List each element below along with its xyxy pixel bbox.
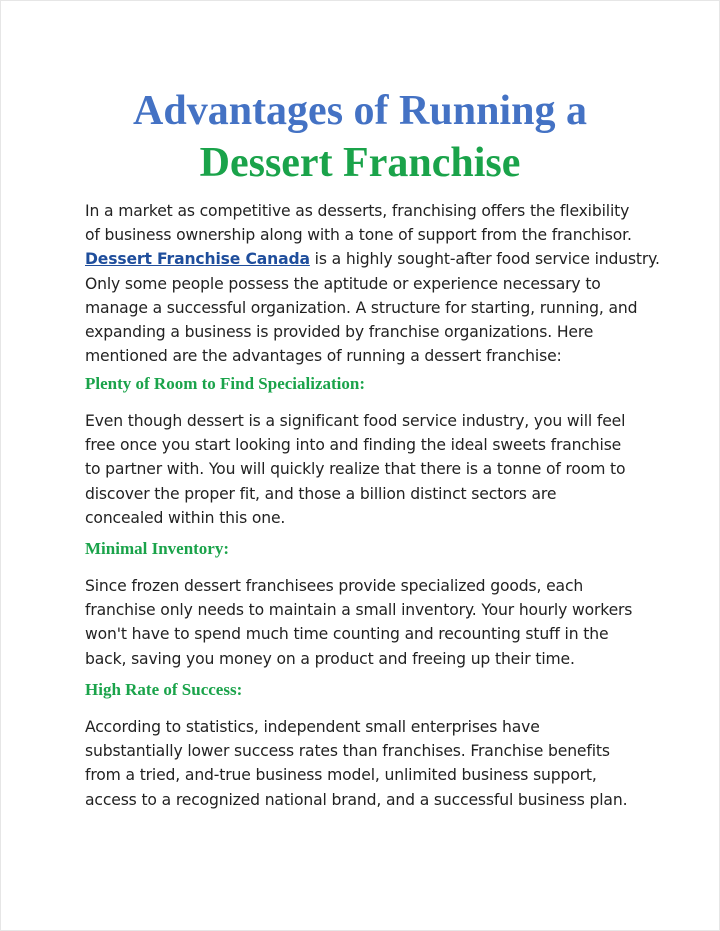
intro-line: expanding a business is provided by franchise organizations. Here: [85, 323, 594, 342]
paragraph-line: Since frozen dessert franchisees provide specialized goods, each: [85, 577, 584, 595]
page-title: [41, 85, 679, 189]
intro-line: mentioned are the advantages of running a dessert franchise:: [85, 347, 562, 366]
section-heading-specialization: Plenty of Room to Find Specialization:: [85, 374, 366, 393]
paragraph-line: back, saving you money on a product and freeing up their time.: [85, 649, 575, 668]
intro-line: Only some people possess the aptitude or experience necessary to: [85, 274, 601, 293]
paragraph-line: discover the proper fit, and those a billion distinct sectors are: [85, 484, 557, 503]
section-paragraph-success: [85, 715, 645, 812]
intro-line: In a market as competitive as desserts, franchising offers the flexibility: [85, 202, 630, 220]
intro-paragraph: [85, 199, 660, 368]
intro-line: manage a successful organization. A structure for starting, running, and: [85, 298, 638, 317]
section-paragraph-specialization: [85, 409, 645, 530]
paragraph-line: franchise only needs to maintain a small inventory. Your hourly workers: [85, 601, 633, 620]
paragraph-line: concealed within this one.: [85, 508, 286, 527]
paragraph-line: According to statistics, independent small enterprises have: [85, 718, 540, 736]
paragraph-line: free once you start looking into and finding the ideal sweets franchise: [85, 436, 622, 455]
section-paragraph-inventory: [85, 574, 645, 671]
section-heading-success: High Rate of Success:: [85, 680, 243, 699]
title-line-1: Advantages of Running a: [133, 88, 587, 134]
paragraph-line: Even though dessert is a significant food service industry, you will feel: [85, 412, 626, 430]
paragraph-line: substantially lower success rates than franchises. Franchise benefits: [85, 742, 610, 761]
dessert-franchise-canada-link[interactable]: Dessert Franchise Canada: [85, 250, 310, 269]
paragraph-line: access to a recognized national brand, and a successful business plan.: [85, 790, 628, 809]
paragraph-line: to partner with. You will quickly realize that there is a tonne of room to: [85, 460, 626, 479]
intro-line-rest: is a highly sought-after food service industry.: [309, 250, 660, 269]
title-line-2: Dessert Franchise: [199, 140, 521, 186]
intro-line: of business ownership along with a tone of support from the franchisor.: [85, 226, 632, 245]
paragraph-line: won't have to spend much time counting and recounting stuff in the: [85, 625, 609, 644]
intro-line-with-link: [85, 247, 660, 271]
paragraph-line: from a tried, and-true business model, unlimited business support,: [85, 766, 597, 785]
section-heading-inventory: Minimal Inventory:: [85, 539, 230, 558]
